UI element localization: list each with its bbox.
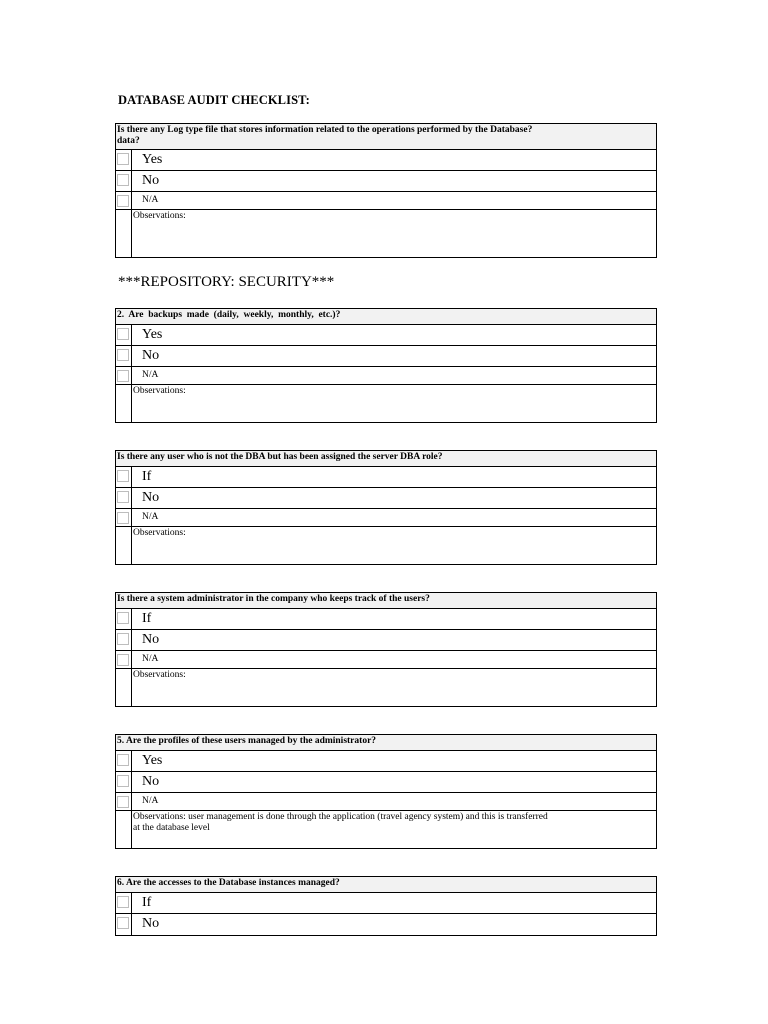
- option-row[interactable]: If: [116, 893, 656, 914]
- question-block-1: [115, 123, 657, 258]
- question-block-3: [115, 450, 657, 565]
- question-block-5: [115, 734, 657, 849]
- checkbox[interactable]: [116, 793, 132, 810]
- checkbox[interactable]: [116, 325, 132, 345]
- checkbox[interactable]: [116, 651, 132, 668]
- checkbox[interactable]: [116, 346, 132, 366]
- observations-field[interactable]: Observations:: [116, 385, 656, 422]
- option-row[interactable]: No: [116, 914, 656, 935]
- option-row[interactable]: Yes: [116, 150, 656, 171]
- checkbox[interactable]: [116, 509, 132, 526]
- checkbox[interactable]: [116, 772, 132, 792]
- document-title: DATABASE AUDIT CHECKLIST:: [118, 93, 310, 107]
- option-row[interactable]: N/A: [116, 651, 656, 669]
- checkbox[interactable]: [116, 751, 132, 771]
- option-row[interactable]: If: [116, 609, 656, 630]
- option-row[interactable]: N/A: [116, 793, 656, 811]
- option-row[interactable]: No: [116, 630, 656, 651]
- observations-field[interactable]: Observations:: [116, 669, 656, 706]
- option-row[interactable]: No: [116, 171, 656, 192]
- checkbox[interactable]: [116, 630, 132, 650]
- option-row[interactable]: N/A: [116, 367, 656, 385]
- question-block-4: [115, 592, 657, 707]
- question-text: Is there any user who is not the DBA but has been assigned the server DBA role?: [116, 451, 656, 467]
- checkbox[interactable]: [116, 192, 132, 209]
- question-text: 5. Are the profiles of these users managed by the administrator?: [116, 735, 656, 751]
- checkbox[interactable]: [116, 367, 132, 384]
- option-row[interactable]: No: [116, 772, 656, 793]
- question-text: Is there a system administrator in the company who keeps track of the users?: [116, 593, 656, 609]
- option-row[interactable]: N/A: [116, 509, 656, 527]
- question-text: 2. Are backups made (daily, weekly, monthly, etc.)?: [116, 309, 656, 325]
- checkbox[interactable]: [116, 171, 132, 191]
- observations-field[interactable]: Observations:: [116, 210, 656, 257]
- observations-field[interactable]: Observations:: [116, 527, 656, 564]
- option-row[interactable]: No: [116, 488, 656, 509]
- observations-text: Observations: user management is done through the application (travel agency system) and this is transferred: [133, 812, 548, 822]
- checkbox[interactable]: [116, 150, 132, 170]
- option-row[interactable]: Yes: [116, 325, 656, 346]
- checkbox[interactable]: [116, 609, 132, 629]
- question-text: 6. Are the accesses to the Database instances managed?: [116, 877, 656, 893]
- question-block-6: [115, 876, 657, 936]
- checkbox[interactable]: [116, 488, 132, 508]
- section-heading: ***REPOSITORY: SECURITY***: [118, 274, 335, 290]
- option-row[interactable]: No: [116, 346, 656, 367]
- checkbox[interactable]: [116, 914, 132, 935]
- observations-field[interactable]: Observations: user management is done through the application (travel agency system) and this is transferred at the database level: [116, 811, 656, 848]
- question-text: Is there any Log type file that stores information related to the operations performed by the Database? data?: [116, 124, 656, 150]
- option-row[interactable]: N/A: [116, 192, 656, 210]
- option-row[interactable]: If: [116, 467, 656, 488]
- question-block-2: [115, 308, 657, 423]
- checkbox[interactable]: [116, 893, 132, 913]
- option-row[interactable]: Yes: [116, 751, 656, 772]
- checkbox[interactable]: [116, 467, 132, 487]
